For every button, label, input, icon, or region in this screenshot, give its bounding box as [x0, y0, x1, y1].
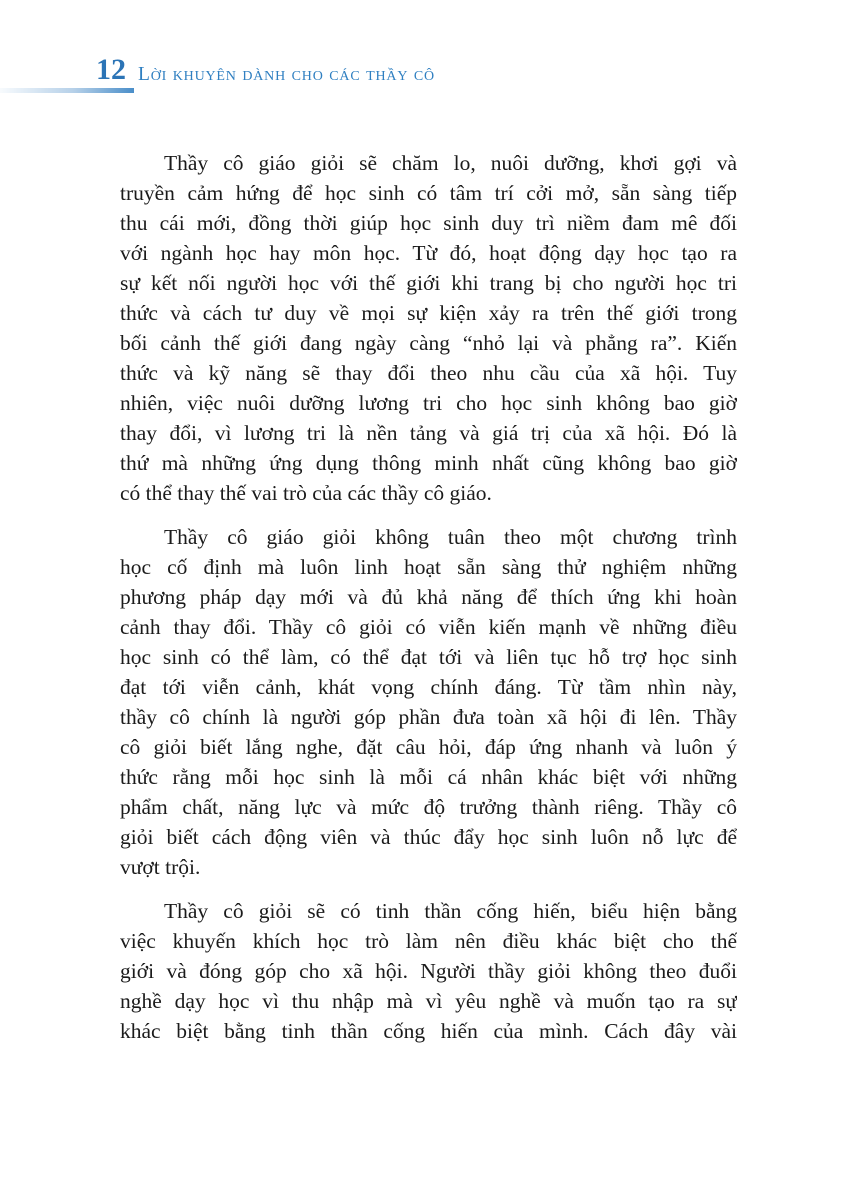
- body-text: [120, 148, 737, 1046]
- text-line: khác biệt bằng tinh thần cống hiến của mình. Cách đây vài: [120, 1019, 737, 1043]
- text-line: thức và cách tư duy về mọi sự kiện xảy ra trên thế giới trong: [120, 301, 737, 325]
- paragraph: [120, 896, 737, 1046]
- text-line: vượt trội.: [120, 855, 201, 879]
- text-line: thu cái mới, đồng thời giúp học sinh duy trì niềm đam mê đối: [120, 211, 737, 235]
- running-title: Lời khuyên dành cho các thầy cô: [138, 64, 435, 85]
- text-line: cô giỏi biết lắng nghe, đặt câu hỏi, đáp ứng nhanh và luôn ý: [120, 735, 737, 759]
- text-line: việc khuyến khích học trò làm nên điều khác biệt cho thế: [120, 929, 737, 953]
- text-line: với ngành học hay môn học. Từ đó, hoạt động dạy học tạo ra: [120, 241, 737, 265]
- text-line: bối cảnh thế giới đang ngày càng “nhỏ lại và phẳng ra”. Kiến: [120, 331, 737, 355]
- text-line: sự kết nối người học với thế giới khi trang bị cho người học tri: [120, 271, 737, 295]
- text-line: phương pháp dạy mới và đủ khả năng để thích ứng khi hoàn: [120, 585, 737, 609]
- text-line: thức rằng mỗi học sinh là mỗi cá nhân khác biệt với những: [120, 765, 737, 789]
- text-line: nhiên, việc nuôi dưỡng lương tri cho học sinh không bao giờ: [120, 391, 737, 415]
- text-line: giới và đóng góp cho xã hội. Người thầy giỏi không theo đuổi: [120, 959, 737, 983]
- paragraph: [120, 148, 737, 508]
- text-line: học sinh có thể làm, có thể đạt tới và liên tục hỗ trợ học sinh: [120, 645, 737, 669]
- text-line: truyền cảm hứng để học sinh có tâm trí cởi mở, sẵn sàng tiếp: [120, 181, 737, 205]
- text-line: Thầy cô giáo giỏi không tuân theo một chương trình: [164, 525, 737, 549]
- text-line: phẩm chất, năng lực và mức độ trưởng thành riêng. Thầy cô: [120, 795, 737, 819]
- text-line: Thầy cô giáo giỏi sẽ chăm lo, nuôi dưỡng, khơi gợi và: [164, 151, 737, 175]
- text-line: nghề dạy học vì thu nhập mà vì yêu nghề và muốn tạo ra sự: [120, 989, 737, 1013]
- text-line: thầy cô chính là người góp phần đưa toàn xã hội đi lên. Thầy: [120, 705, 737, 729]
- text-line: đạt tới viễn cảnh, khát vọng chính đáng. Từ tầm nhìn này,: [120, 675, 737, 699]
- text-line: Thầy cô giỏi sẽ có tinh thần cống hiến, biểu hiện bằng: [164, 899, 737, 923]
- text-line: thức và kỹ năng sẽ thay đổi theo nhu cầu của xã hội. Tuy: [120, 361, 737, 385]
- header-rule: [0, 88, 134, 93]
- text-line: thay đổi, vì lương tri là nền tảng và giá trị của xã hội. Đó là: [120, 421, 737, 445]
- text-line: cảnh thay đổi. Thầy cô giỏi có viễn kiến mạnh về những điều: [120, 615, 737, 639]
- paragraph: [120, 522, 737, 882]
- page-header: [0, 0, 857, 100]
- text-line: học cố định mà luôn linh hoạt sẵn sàng thử nghiệm những: [120, 555, 737, 579]
- text-line: có thể thay thế vai trò của các thầy cô giáo.: [120, 481, 492, 505]
- page-number: 12: [96, 53, 126, 86]
- text-line: giỏi biết cách động viên và thúc đẩy học sinh luôn nỗ lực để: [120, 825, 737, 849]
- text-line: thứ mà những ứng dụng thông minh nhất cũng không bao giờ: [120, 451, 737, 475]
